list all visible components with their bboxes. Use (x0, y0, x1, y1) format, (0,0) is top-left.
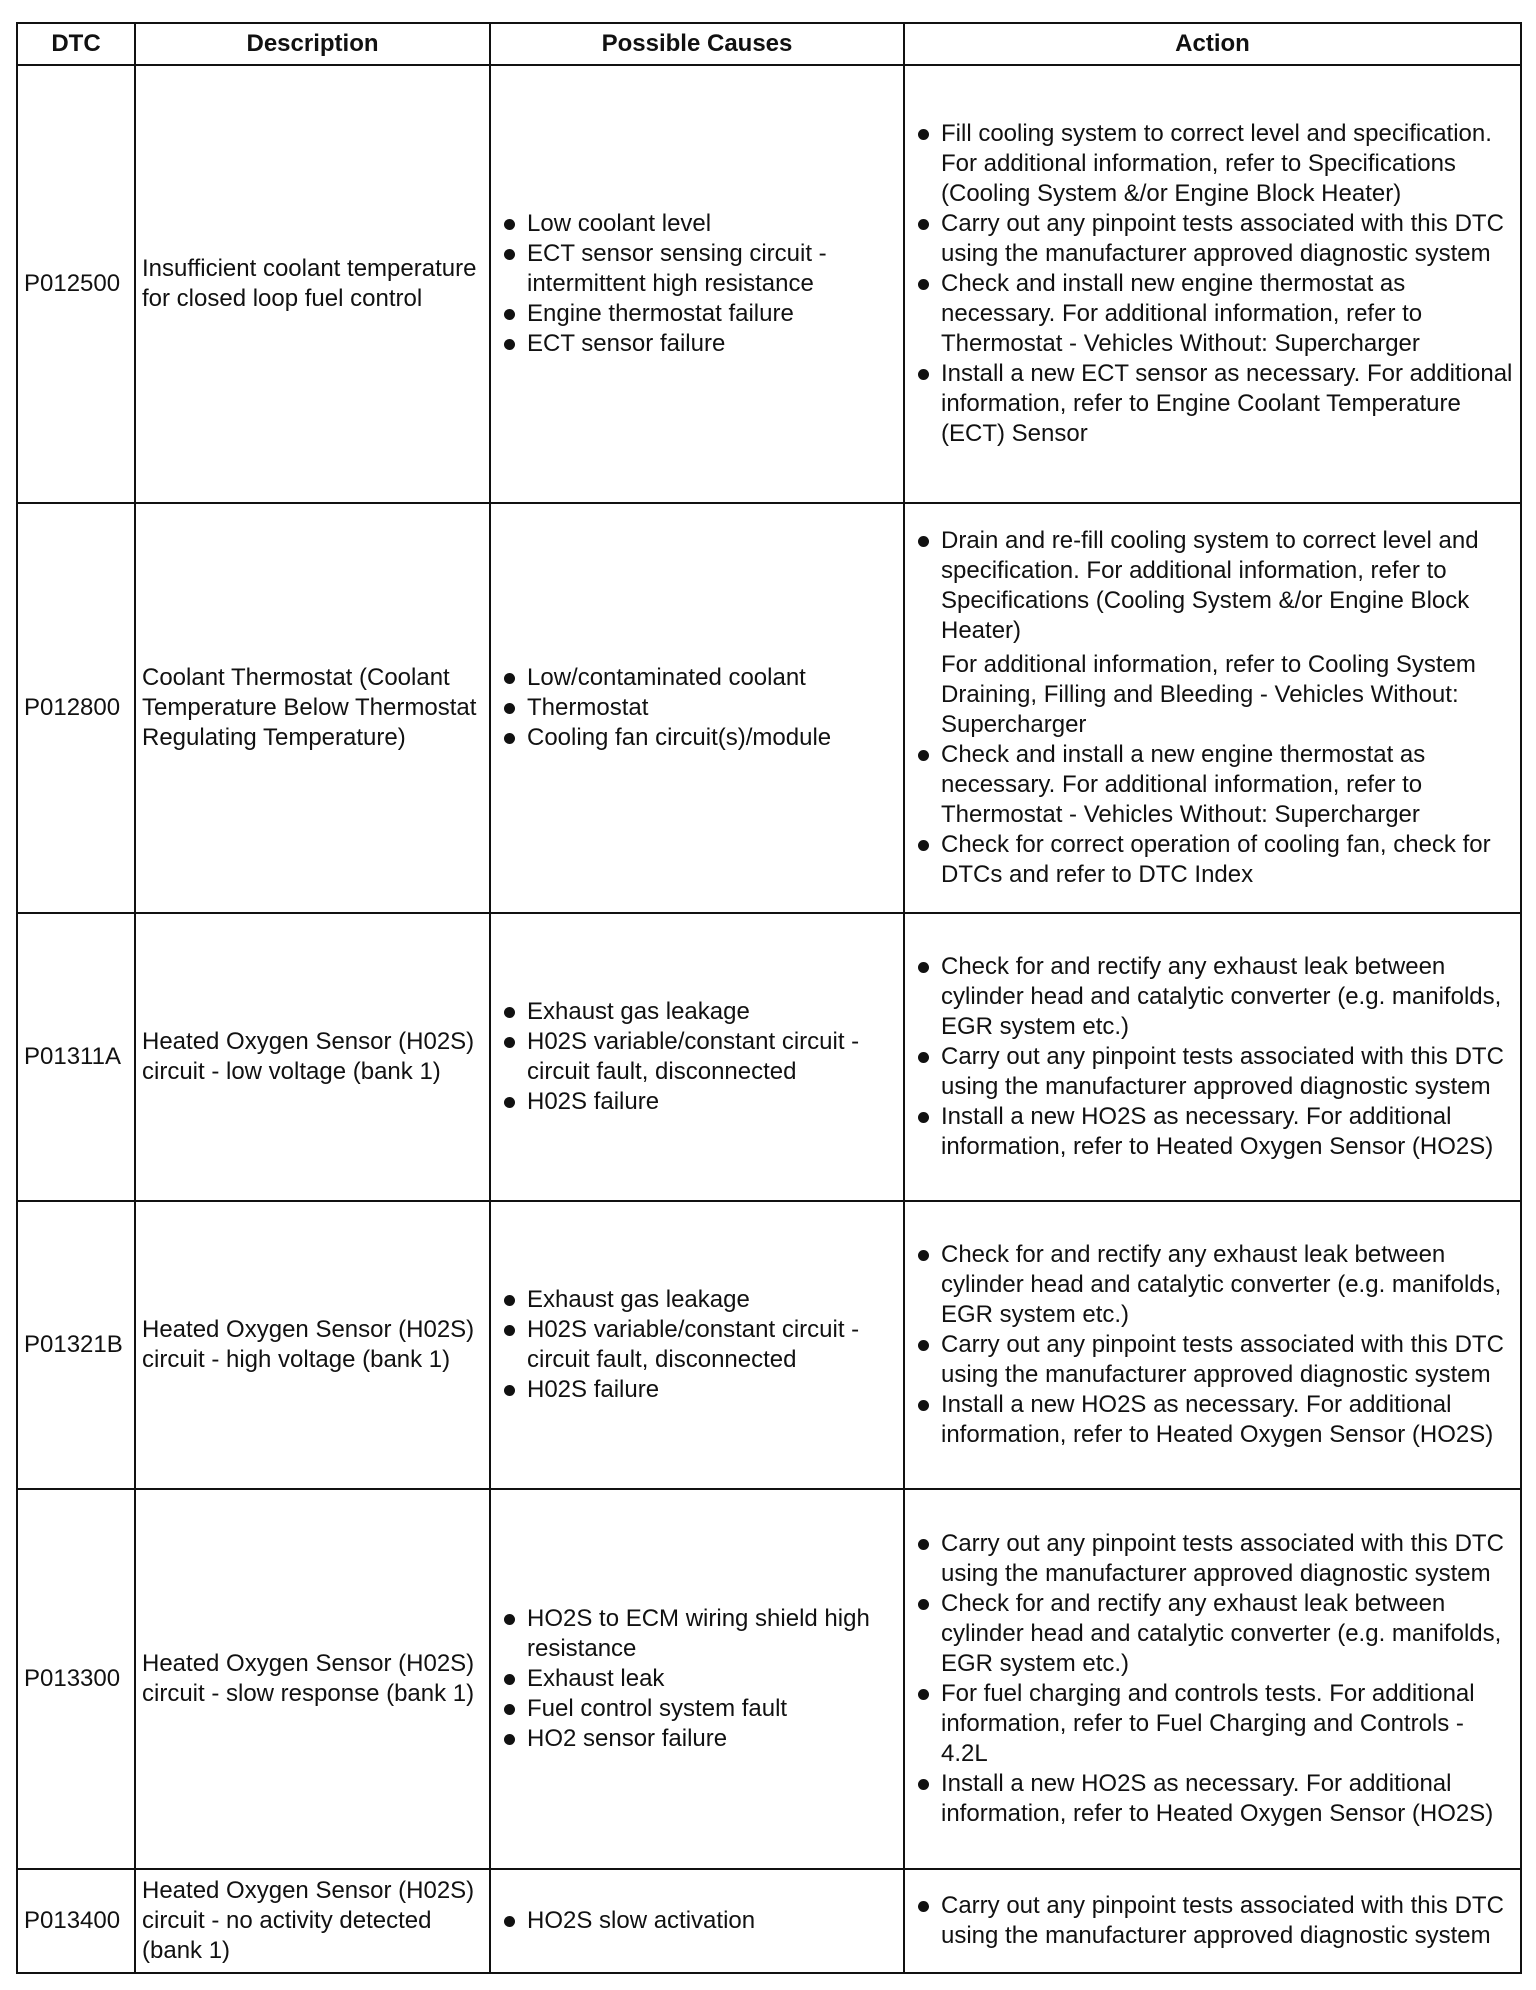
cause-item: ECT sensor failure (497, 329, 897, 359)
table-header (17, 23, 1521, 65)
description-cell: Heated Oxygen Sensor (H02S) circuit - high voltage (bank 1) (135, 1201, 490, 1489)
causes-cell (490, 1201, 904, 1489)
dtc-code: P012800 (17, 503, 135, 913)
cause-item: HO2S slow activation (497, 1906, 897, 1936)
action-item: Carry out any pinpoint tests associated with this DTC using the manufacturer approved diagnostic system (911, 209, 1514, 269)
header-action: Action (904, 23, 1521, 65)
action-item: Check for and rectify any exhaust leak between cylinder head and catalytic converter (e.g. manifolds, EGR system etc.) (911, 1240, 1514, 1330)
action-item: Carry out any pinpoint tests associated with this DTC using the manufacturer approved diagnostic system (911, 1529, 1514, 1589)
dtc-code: P013300 (17, 1489, 135, 1869)
cause-item: Thermostat (497, 693, 897, 723)
action-cell (904, 1869, 1521, 1973)
action-cell (904, 1201, 1521, 1489)
table-row (17, 1489, 1521, 1869)
action-list (911, 1529, 1514, 1829)
action-item: Fill cooling system to correct level and specification. For additional information, refer to Specifications (Cooling System &/or Engine Block Heater) (911, 119, 1514, 209)
action-list (911, 1891, 1514, 1951)
dtc-code: P01321B (17, 1201, 135, 1489)
table-row (17, 503, 1521, 913)
action-list (911, 119, 1514, 449)
cause-item: Low coolant level (497, 209, 897, 239)
causes-list (497, 663, 897, 753)
description-cell: Heated Oxygen Sensor (H02S) circuit - low voltage (bank 1) (135, 913, 490, 1201)
causes-cell (490, 913, 904, 1201)
causes-list (497, 1906, 897, 1936)
cause-item: H02S variable/constant circuit - circuit fault, disconnected (497, 1027, 897, 1087)
action-list (911, 526, 1514, 890)
causes-cell (490, 65, 904, 503)
action-item: Carry out any pinpoint tests associated with this DTC using the manufacturer approved diagnostic system (911, 1042, 1514, 1102)
cause-item: ECT sensor sensing circuit - intermittent high resistance (497, 239, 897, 299)
action-item: Install a new HO2S as necessary. For additional information, refer to Heated Oxygen Sensor (HO2S) (911, 1769, 1514, 1829)
causes-list (497, 1285, 897, 1405)
action-note: For additional information, refer to Cooling System Draining, Filling and Bleeding - Vehicles Without: Supercharger (941, 651, 1476, 738)
description-cell: Heated Oxygen Sensor (H02S) circuit - slow response (bank 1) (135, 1489, 490, 1869)
cause-item: Fuel control system fault (497, 1694, 897, 1724)
action-item: Install a new HO2S as necessary. For additional information, refer to Heated Oxygen Sensor (HO2S) (911, 1390, 1514, 1450)
cause-item: Exhaust leak (497, 1664, 897, 1694)
dtc-code: P012500 (17, 65, 135, 503)
causes-cell (490, 1489, 904, 1869)
causes-list (497, 209, 897, 359)
action-item: Carry out any pinpoint tests associated with this DTC using the manufacturer approved diagnostic system (911, 1330, 1514, 1390)
table-body (17, 65, 1521, 1973)
action-cell (904, 503, 1521, 913)
table-row (17, 913, 1521, 1201)
action-item: Check for and rectify any exhaust leak between cylinder head and catalytic converter (e.g. manifolds, EGR system etc.) (911, 952, 1514, 1042)
cause-item: H02S failure (497, 1375, 897, 1405)
cause-item: HO2 sensor failure (497, 1724, 897, 1754)
cause-item: H02S failure (497, 1087, 897, 1117)
dtc-code: P013400 (17, 1869, 135, 1973)
description-cell: Heated Oxygen Sensor (H02S) circuit - no activity detected (bank 1) (135, 1869, 490, 1973)
action-item: Check and install a new engine thermostat as necessary. For additional information, refer to Thermostat - Vehicles Without: Supercharger (911, 740, 1514, 830)
action-item: Carry out any pinpoint tests associated with this DTC using the manufacturer approved diagnostic system (911, 1891, 1514, 1951)
causes-list (497, 997, 897, 1117)
action-item: Install a new HO2S as necessary. For additional information, refer to Heated Oxygen Sensor (HO2S) (911, 1102, 1514, 1162)
table-row (17, 1869, 1521, 1973)
cause-item: Engine thermostat failure (497, 299, 897, 329)
description-cell: Insufficient coolant temperature for closed loop fuel control (135, 65, 490, 503)
action-cell (904, 1489, 1521, 1869)
cause-item: Cooling fan circuit(s)/module (497, 723, 897, 753)
action-cell (904, 65, 1521, 503)
causes-list (497, 1604, 897, 1754)
action-item: Check for and rectify any exhaust leak between cylinder head and catalytic converter (e.g. manifolds, EGR system etc.) (911, 1589, 1514, 1679)
action-list (911, 952, 1514, 1162)
action-cell (904, 913, 1521, 1201)
header-row (17, 23, 1521, 65)
header-possible-causes: Possible Causes (490, 23, 904, 65)
action-item: Check for correct operation of cooling fan, check for DTCs and refer to DTC Index (911, 830, 1514, 890)
dtc-table (16, 22, 1522, 1974)
action-item (911, 526, 1514, 740)
cause-item: Exhaust gas leakage (497, 1285, 897, 1315)
cause-item: Low/contaminated coolant (497, 663, 897, 693)
dtc-code: P01311A (17, 913, 135, 1201)
action-item-text: Drain and re-fill cooling system to correct level and specification. For additional information, refer to Specifications (Cooling System &/or Engine Block Heater) (941, 527, 1479, 644)
action-list (911, 1240, 1514, 1450)
header-description: Description (135, 23, 490, 65)
cause-item: H02S variable/constant circuit - circuit fault, disconnected (497, 1315, 897, 1375)
action-item: For fuel charging and controls tests. For additional information, refer to Fuel Charging and Controls - 4.2L (911, 1679, 1514, 1769)
causes-cell (490, 1869, 904, 1973)
action-item: Install a new ECT sensor as necessary. For additional information, refer to Engine Coolant Temperature (ECT) Sensor (911, 359, 1514, 449)
table-row (17, 65, 1521, 503)
causes-cell (490, 503, 904, 913)
header-dtc: DTC (17, 23, 135, 65)
cause-item: Exhaust gas leakage (497, 997, 897, 1027)
action-item: Check and install new engine thermostat as necessary. For additional information, refer to Thermostat - Vehicles Without: Supercharger (911, 269, 1514, 359)
description-cell: Coolant Thermostat (Coolant Temperature Below Thermostat Regulating Temperature) (135, 503, 490, 913)
cause-item: HO2S to ECM wiring shield high resistance (497, 1604, 897, 1664)
table-row (17, 1201, 1521, 1489)
